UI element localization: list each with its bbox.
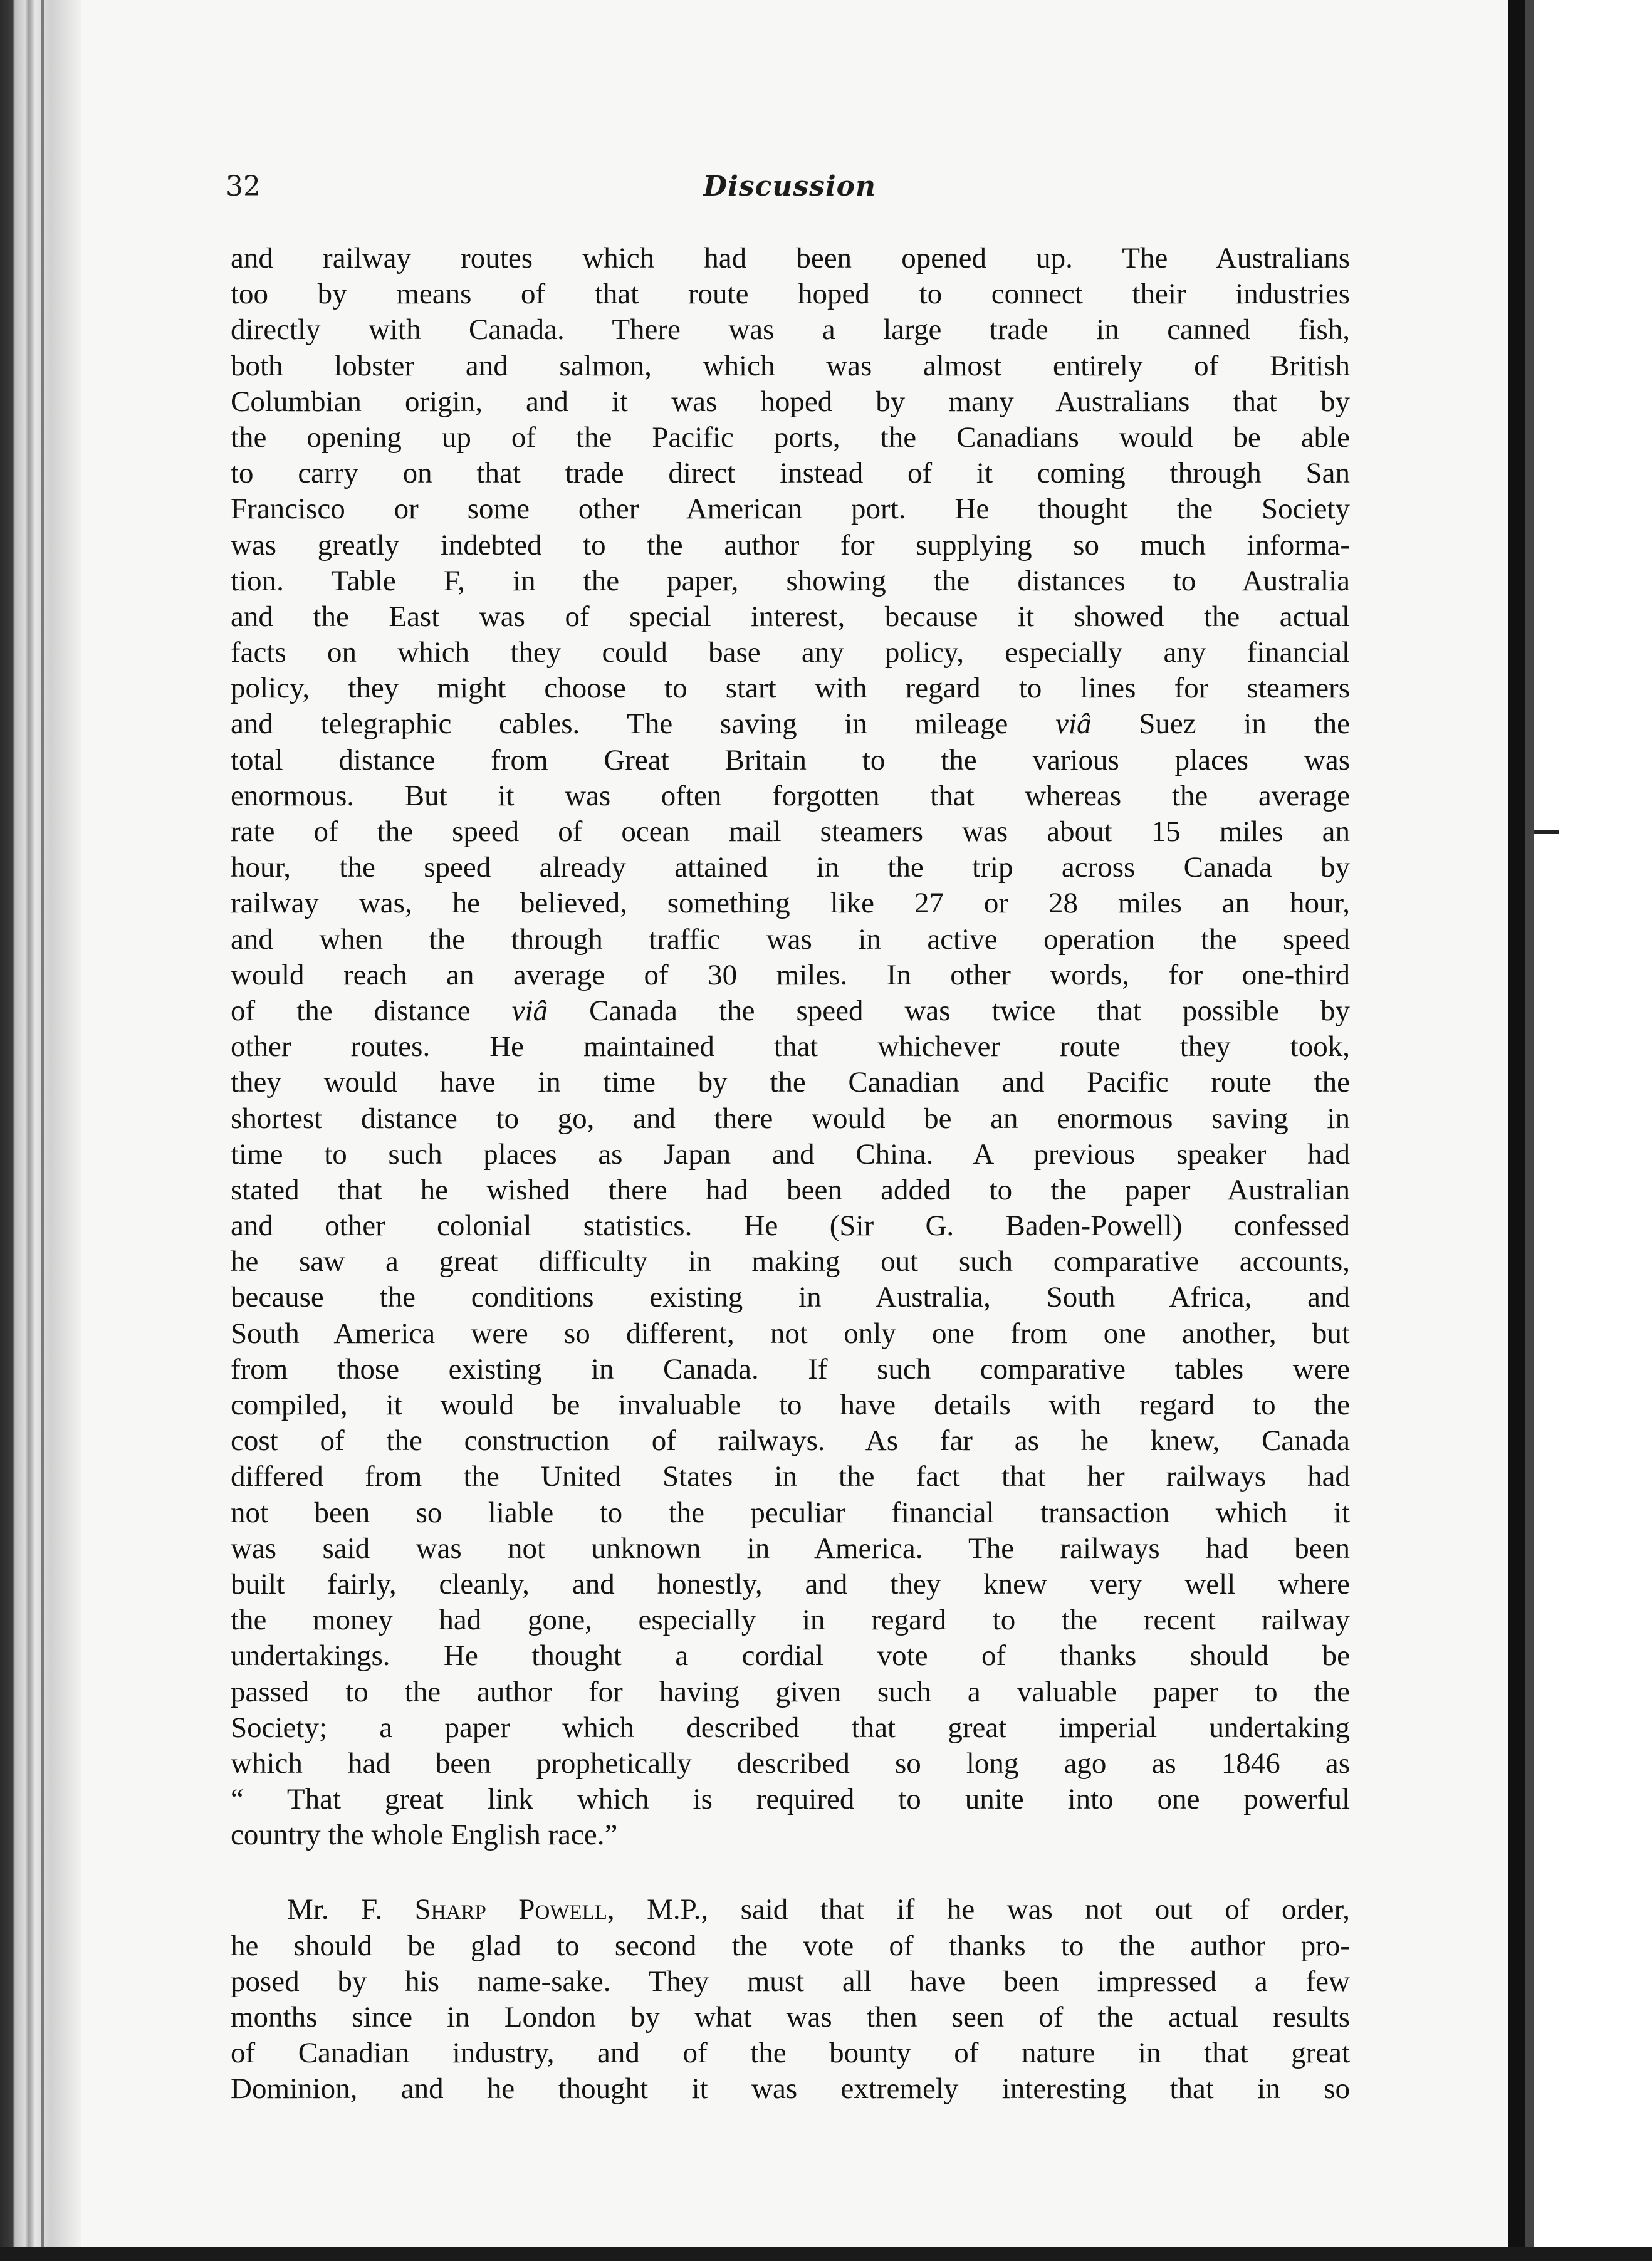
text-line: from those existing in Canada. If such comparative tables were xyxy=(231,1352,1350,1386)
scan-mark xyxy=(1534,830,1559,834)
text-line: of Canadian industry, and of the bounty of nature in that great xyxy=(231,2037,1350,2070)
paragraph-2 xyxy=(231,1892,1350,2107)
text-line: compiled, it would be invaluable to have details with regard to the xyxy=(231,1389,1350,1421)
scan-bottom-edge xyxy=(0,2247,1652,2261)
text-line: shortest distance to go, and there would be an enormous saving in xyxy=(231,1102,1350,1135)
text-line: which had been prophetically described so long ago as 1846 as xyxy=(231,1747,1350,1780)
scan-binding-edge xyxy=(0,0,81,2261)
body-text xyxy=(231,241,1350,2107)
paragraph-2-first-line xyxy=(231,1892,1350,1928)
text-line: of the distance viâ Canada the speed was twice that possible by xyxy=(231,994,1350,1027)
paragraph-gap xyxy=(231,1853,1350,1892)
text-line: Columbian origin, and it was hoped by many Australians that by xyxy=(231,385,1350,418)
text-line: policy, they might choose to start with regard to lines for steamers xyxy=(231,672,1350,705)
text-line: South America were so different, not only one from one another, but xyxy=(231,1317,1350,1350)
text-line: built fairly, cleanly, and honestly, and they knew very well where xyxy=(231,1567,1350,1600)
text-line: stated that he wished there had been added to the paper Australian xyxy=(231,1173,1350,1206)
speaker-line-rest: , M.P., said that if he was not out of order, xyxy=(607,1893,1350,1926)
text-line: directly with Canada. There was a large trade in canned fish, xyxy=(231,313,1350,347)
text-line: Francisco or some other American port. He thought the Society xyxy=(231,493,1350,526)
text-line: rate of the speed of ocean mail steamers was about 15 miles an xyxy=(231,815,1350,848)
text-line: not been so liable to the peculiar financial transaction which it xyxy=(231,1496,1350,1529)
text-line: tion. Table F, in the paper, showing the distances to Australia xyxy=(231,564,1350,597)
scan-right-edge xyxy=(1508,0,1652,2261)
text-line: they would have in time by the Canadian and Pacific route the xyxy=(231,1066,1350,1099)
text-line: Society; a paper which described that great imperial undertaking xyxy=(231,1711,1350,1744)
text-line: enormous. But it was often forgotten that whereas the average xyxy=(231,779,1350,812)
page-header xyxy=(226,170,1354,208)
text-line: passed to the author for having given such a valuable paper to the xyxy=(231,1675,1350,1708)
text-line: country the whole English race.” xyxy=(231,1819,618,1852)
text-line: the opening up of the Pacific ports, the Canadians would be able xyxy=(231,420,1350,454)
text-line: hour, the speed already attained in the trip across Canada by xyxy=(231,851,1350,884)
text-line: and railway routes which had been opened up. The Australians xyxy=(231,242,1350,274)
text-line: was said was not unknown in America. The railways had been xyxy=(231,1532,1350,1565)
text-line: undertakings. He thought a cordial vote of thanks should be xyxy=(231,1639,1350,1673)
text-line: would reach an average of 30 miles. In other words, for one-third xyxy=(231,958,1350,991)
speaker-prefix: Mr. F. xyxy=(287,1893,415,1926)
speaker-name: Sharp Powell xyxy=(414,1893,607,1926)
text-line: time to such places as Japan and China. A previous speaker had xyxy=(231,1137,1350,1171)
text-line: differed from the United States in the fact that her railways had xyxy=(231,1460,1350,1493)
scan-gray-bar xyxy=(1525,0,1534,2261)
paragraph-1 xyxy=(231,241,1350,1853)
text-line: other routes. He maintained that whichever route they took, xyxy=(231,1030,1350,1063)
text-line: cost of the construction of railways. As far as he knew, Canada xyxy=(231,1424,1350,1458)
text-line: facts on which they could base any policy, especially any financial xyxy=(231,636,1350,669)
text-line: to carry on that trade direct instead of it coming through San xyxy=(231,457,1350,490)
text-line: and when the through traffic was in active operation the speed xyxy=(231,922,1350,956)
running-head: Discussion xyxy=(703,170,877,202)
text-line: Dominion, and he thought it was extremely interesting that in so xyxy=(231,2072,1350,2106)
text-line: months since in London by what was then seen of the actual results xyxy=(231,2001,1350,2034)
text-line: both lobster and salmon, which was almost entirely of British xyxy=(231,349,1350,382)
text-line: “ That great link which is required to unite into one powerful xyxy=(231,1783,1350,1816)
italic-word: viâ xyxy=(1055,708,1092,741)
text-line: the money had gone, especially in regard to the recent railway xyxy=(231,1604,1350,1637)
text-line: total distance from Great Britain to the various places was xyxy=(231,743,1350,776)
text-line: because the conditions existing in Australia, South Africa, and xyxy=(231,1281,1350,1314)
text-line: and the East was of special interest, because it showed the actual xyxy=(231,600,1350,633)
text-line: was greatly indebted to the author for supplying so much informa- xyxy=(231,528,1350,561)
italic-word: viâ xyxy=(511,994,548,1027)
text-line: railway was, he believed, something like 27 or 28 miles an hour, xyxy=(231,887,1350,920)
page-number: 32 xyxy=(226,170,261,202)
text-line: too by means of that route hoped to connect their industries xyxy=(231,278,1350,311)
scan-dark-bar xyxy=(1508,0,1525,2261)
text-line: and other colonial statistics. He (Sir G. Baden-Powell) confessed xyxy=(231,1209,1350,1243)
text-line: he should be glad to second the vote of thanks to the author pro- xyxy=(231,1929,1350,1962)
text-line: posed by his name-sake. They must all have been impressed a few xyxy=(231,1965,1350,1998)
text-line: and telegraphic cables. The saving in mileage viâ Suez in the xyxy=(231,708,1350,741)
text-line: he saw a great difficulty in making out such comparative accounts, xyxy=(231,1245,1350,1278)
